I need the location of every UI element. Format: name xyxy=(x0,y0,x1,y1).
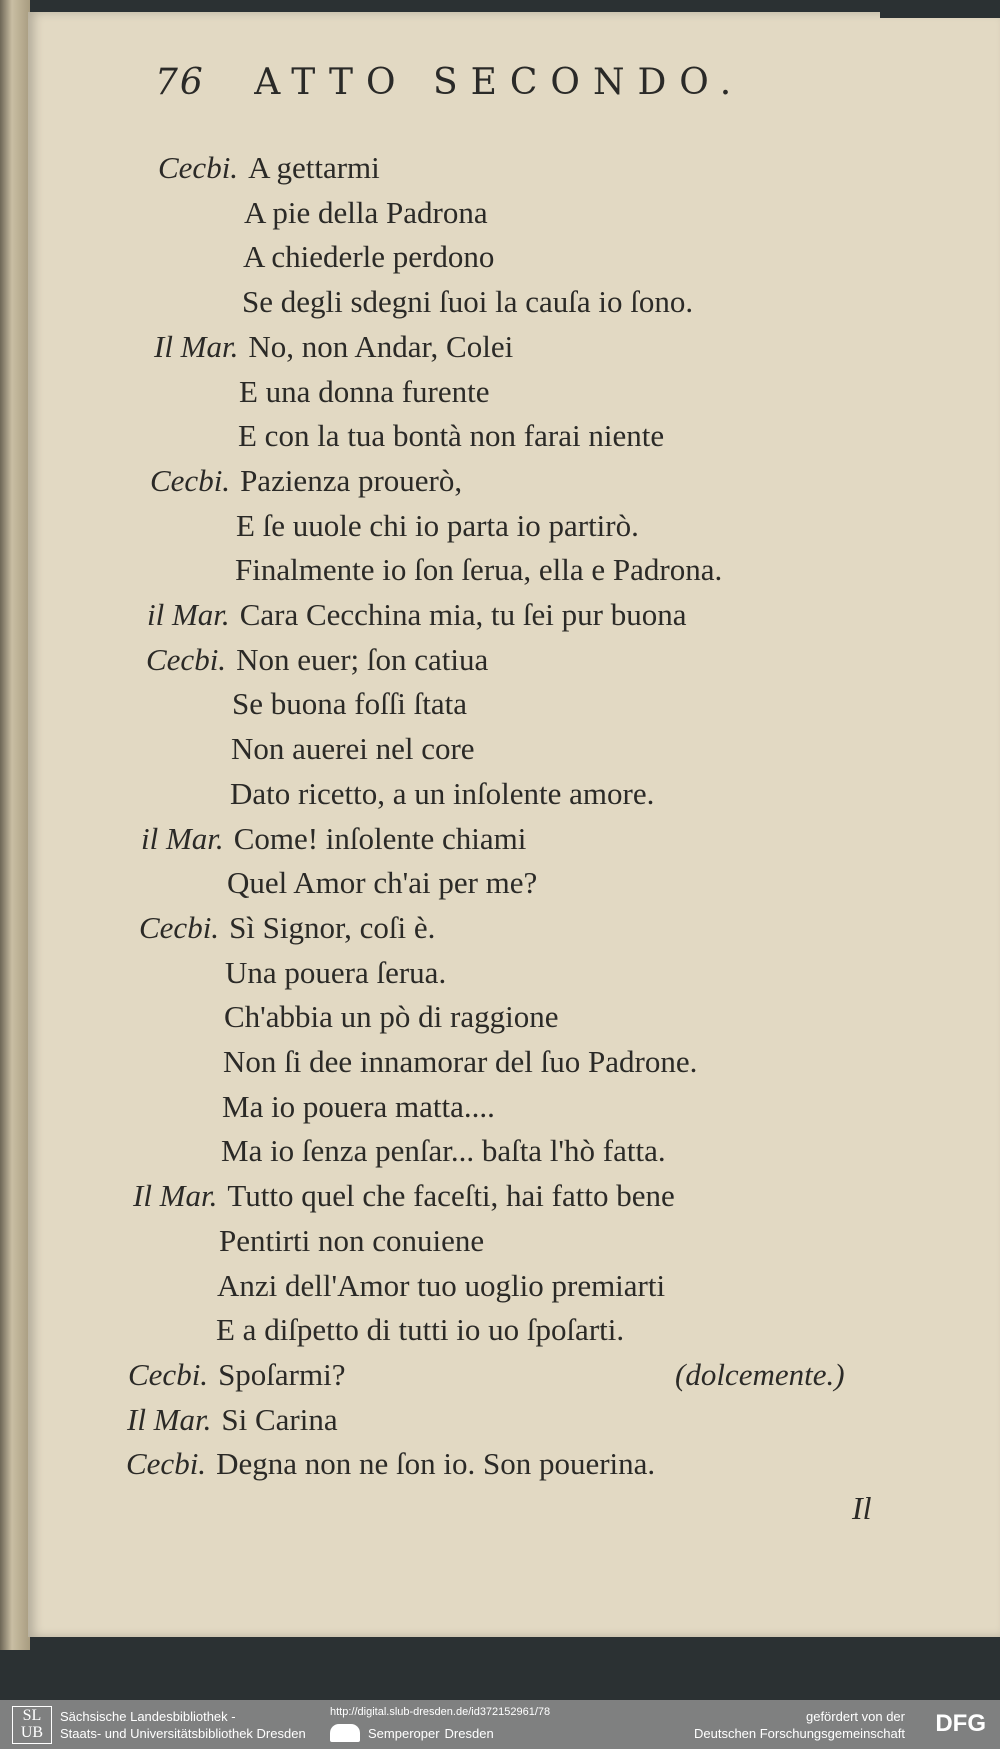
verse-line xyxy=(147,597,686,633)
verse-line xyxy=(154,329,513,365)
verse-line xyxy=(150,463,462,499)
footer-bar xyxy=(0,1700,1000,1749)
verse-text: Non euer; ſon catiua xyxy=(236,641,489,677)
verse-text: Ma io ſenza penſar... baſta l'hò fatta. xyxy=(221,1133,666,1169)
speaker-name: Cecbi. xyxy=(146,641,227,677)
verse-text: Non auerei nel core xyxy=(231,731,475,767)
library-line2: Staats- und Universitätsbibliothek Dresden xyxy=(60,1726,306,1741)
running-header xyxy=(155,62,744,103)
verse-text: Come! inſolente chiami xyxy=(233,820,527,856)
header-title: ATTO SECONDO. xyxy=(254,62,745,103)
verse-text: Finalmente io ſon ſerua, ella e Padrona. xyxy=(235,552,723,588)
verse-text: Pentirti non conuiene xyxy=(219,1222,485,1258)
verse-line xyxy=(238,418,664,454)
background-edge xyxy=(880,0,1000,18)
verse-line xyxy=(133,1178,675,1214)
dfg-logo: DFG xyxy=(935,1710,986,1737)
verse-text: Sì Signor, coſi è. xyxy=(229,909,436,945)
funding-line2: Deutschen Forschungsgemeinschaft xyxy=(693,1726,905,1741)
verse-text: Non ſi dee innamorar del ſuo Padrone. xyxy=(223,1044,698,1079)
verse-line xyxy=(222,1089,495,1125)
speaker-name: Cecbi. xyxy=(150,462,231,498)
verse-text: Se degli sdegni ſuoi la cauſa io ſono. xyxy=(242,284,694,320)
verse-text: Anzi dell'Amor tuo uoglio premiarti xyxy=(217,1267,666,1303)
verse-text: E ſe uuole chi io parta io partirò. xyxy=(236,507,639,543)
verse-line xyxy=(141,821,526,857)
verse-line xyxy=(223,1044,697,1080)
speaker-name: Il Mar. xyxy=(133,1178,218,1214)
verse-line xyxy=(216,1312,624,1348)
speaker-name: Cecbi. xyxy=(158,150,239,185)
verse-text: A gettarmi xyxy=(248,150,380,185)
verse-text: Degna non ne ſon io. Son pouerina. xyxy=(216,1446,656,1482)
verse-line xyxy=(139,910,435,946)
verse-line xyxy=(227,865,537,901)
speaker-name: Cecbi. xyxy=(126,1446,207,1482)
speaker-name: Il Mar. xyxy=(154,328,239,364)
permalink[interactable]: http://digital.slub-dresden.de/id372152961/78 xyxy=(330,1706,551,1718)
verse-text: A pie della Padrona xyxy=(244,194,488,230)
speaker-name: il Mar. xyxy=(147,597,230,632)
verse-line xyxy=(225,955,446,991)
semperoper-icon xyxy=(330,1724,360,1742)
verse-line xyxy=(127,1402,338,1438)
verse-text: No, non Andar, Colei xyxy=(248,328,514,364)
speaker-name: Cecbi. xyxy=(128,1356,209,1392)
verse-line xyxy=(158,150,380,186)
verse-line xyxy=(231,731,475,767)
verse-line xyxy=(219,1223,484,1259)
verse-text: Dato ricetto, a un inſolente amore. xyxy=(230,775,655,811)
funding-text xyxy=(694,1708,905,1742)
funding-line1: gefördert von der xyxy=(805,1709,905,1724)
library-line1: Sächsische Landesbibliothek - xyxy=(60,1709,236,1724)
verse-line xyxy=(128,1357,345,1393)
verse-line xyxy=(126,1446,655,1482)
slub-logo: SL UB xyxy=(12,1706,52,1744)
stage-direction: (dolcemente.) xyxy=(675,1356,845,1392)
verse-text: Ch'abbia un pò di raggione xyxy=(224,999,559,1035)
verse-text: Quel Amor ch'ai per me? xyxy=(227,865,538,901)
verse-line xyxy=(221,1133,666,1169)
verse-text: Pazienza prouerò, xyxy=(240,462,463,498)
speaker-name: Il Mar. xyxy=(127,1401,212,1437)
verse-line xyxy=(224,999,558,1035)
verse-text: Tutto quel che faceſti, hai fatto bene xyxy=(227,1178,675,1214)
semperoper-label xyxy=(368,1725,494,1742)
verse-line xyxy=(243,239,494,275)
verse-text: Si Carina xyxy=(221,1401,338,1437)
catchword: Il xyxy=(852,1490,872,1526)
verse-line xyxy=(235,552,722,588)
verse-text: Se buona foſſi ſtata xyxy=(232,686,468,722)
speaker-name: Cecbi. xyxy=(139,909,220,945)
book-spine-edge xyxy=(0,0,30,1650)
verse-line xyxy=(217,1268,665,1304)
verse-text: A chiederle perdono xyxy=(243,239,495,275)
library-name xyxy=(60,1708,306,1742)
speaker-name: il Mar. xyxy=(141,820,224,856)
verse-text: E con la tua bontà non farai niente xyxy=(238,418,665,454)
verse-text: Una pouera ſerua. xyxy=(225,954,447,990)
verse-line xyxy=(236,508,639,544)
semperoper-line2: Dresden xyxy=(444,1726,494,1741)
verse-text: E una donna furente xyxy=(239,373,490,409)
verse-text: E a diſpetto di tutti io uo ſpoſarti. xyxy=(216,1312,625,1348)
page-number: 76 xyxy=(155,62,205,103)
verse-line xyxy=(146,642,488,678)
verse-line xyxy=(244,195,488,231)
verse-line xyxy=(232,686,467,722)
verse-line xyxy=(242,284,693,320)
semperoper-line1: Semperoper xyxy=(368,1726,440,1741)
verse-text: Cara Cecchina mia, tu ſei pur buona xyxy=(239,597,687,632)
verse-text: Spoſarmi? xyxy=(218,1356,346,1392)
verse-line xyxy=(230,776,654,812)
verse-line xyxy=(239,374,489,410)
verse-text: Ma io pouera matta.... xyxy=(222,1088,495,1124)
